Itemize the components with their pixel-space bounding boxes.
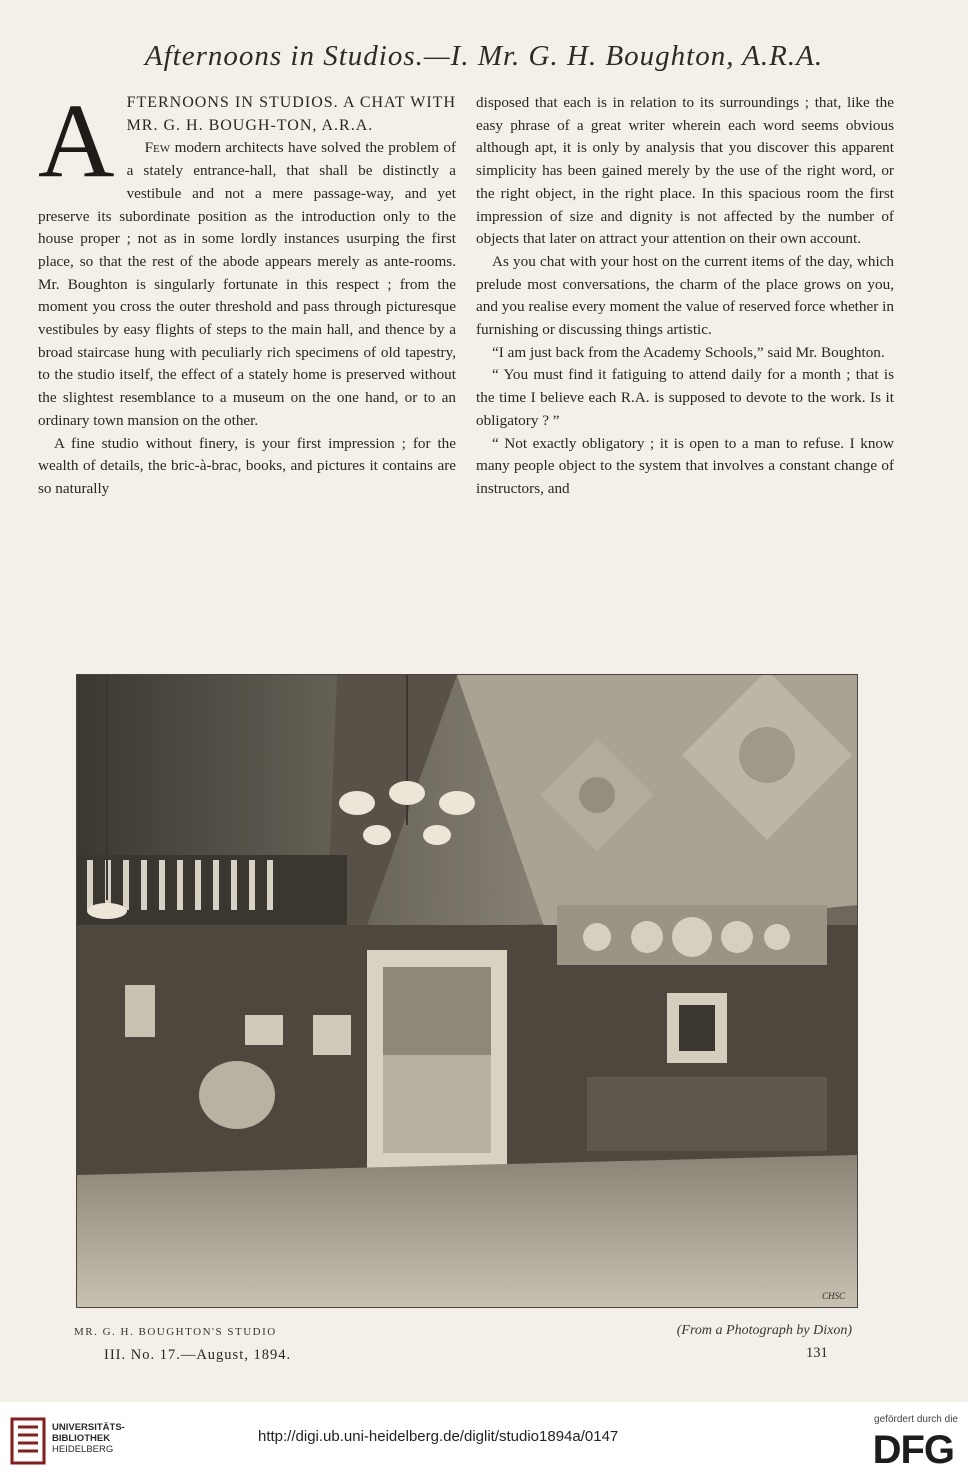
library-name [52, 1422, 125, 1455]
digitization-footer [0, 1402, 968, 1478]
library-line: UNIVERSITÄTS- [52, 1422, 125, 1433]
paragraph: As you chat with your host on the current items of the day, which prelude most conversations, the charm of the place grows on you, and you realise every moment the value of reserved force whether in furnishing or discussing things artistic. [476, 252, 894, 339]
figure-caption: MR. G. H. BOUGHTON'S STUDIO [74, 1326, 277, 1338]
paragraph: modern architects have solved the problem of a stately entrance-hall, that shall be distinctly a vestibule and not a mere passage-way, and yet preserve its subordinate position as the introduction only to the house proper ; not as in some lordly instances usurping the first place, so that the rest of the abode appears merely as ante-rooms. Mr. Boughton is singularly fortunate in this respect ; from the moment you cross the outer threshold and pass through picturesque vestibules by easy flights of steps to the main hall, and thence by a broad staircase hung with peculiarly rich specimens of old tapestry, to the studio itself, the effect of a stately home is preserved without the slightest resemblance to a museum on the one hand, or to an ordinary town mansion on the other. [38, 139, 456, 429]
article-left-column [38, 82, 456, 501]
page-number: 131 [806, 1345, 828, 1361]
studio-photograph [76, 674, 858, 1308]
article-right-column [476, 92, 894, 501]
studio-illustration [77, 675, 857, 1307]
paragraph: “I am just back from the Academy Schools,” said Mr. Boughton. [492, 343, 885, 361]
funding-text: gefördert durch die [874, 1414, 958, 1425]
dfg-logo: DFG [872, 1428, 954, 1472]
library-line: BIBLIOTHEK [52, 1433, 111, 1444]
paragraph: A fine studio without finery, is your first impression ; for the wealth of details, the bric-à-brac, books, and pictures it contains are so naturally [38, 434, 456, 497]
library-line: HEIDELBERG [52, 1444, 114, 1455]
running-title: Afternoons in Studios.—I. Mr. G. H. Boughton, A.R.A. [144, 40, 824, 72]
article-heading: FTERNOONS IN STUDIOS. A CHAT WITH MR. G. H. BOUGH-TON, A.R.A. [126, 94, 456, 134]
lead-small-caps: Few [144, 139, 171, 157]
paragraph: “ You must find it fatiguing to attend daily for a month ; that is the time I believe each R.A. is supposed to devote to the work. Is it obligatory ? ” [476, 366, 894, 429]
paragraph: disposed that each is in relation to its surroundings ; that, like the easy phrase of a great writer wherein each word seems obvious although apt, it is only by analysis that you discover this apparent simplicity has been gained merely by the use of the right word, or the right object, in the right place. In this spacious room the first impression of size and dignity is not affected by the number of objects that later on attract your attention on their own account. [476, 94, 894, 248]
drop-cap: A [38, 82, 115, 199]
engraver-mark: CHSC [821, 1291, 845, 1301]
article-opening [38, 82, 456, 433]
source-link[interactable]: http://digi.ub.uni-heidelberg.de/diglit/studio1894a/0147 [258, 1428, 619, 1445]
issue-line: III. No. 17.—August, 1894. [104, 1347, 292, 1363]
photo-credit: (From a Photograph by Dixon) [676, 1323, 852, 1338]
paragraph: “ Not exactly obligatory ; it is open to a man to refuse. I know many people object to the system that involves a constant change of instructors, and [476, 434, 894, 497]
university-library-logo-icon [10, 1417, 46, 1465]
